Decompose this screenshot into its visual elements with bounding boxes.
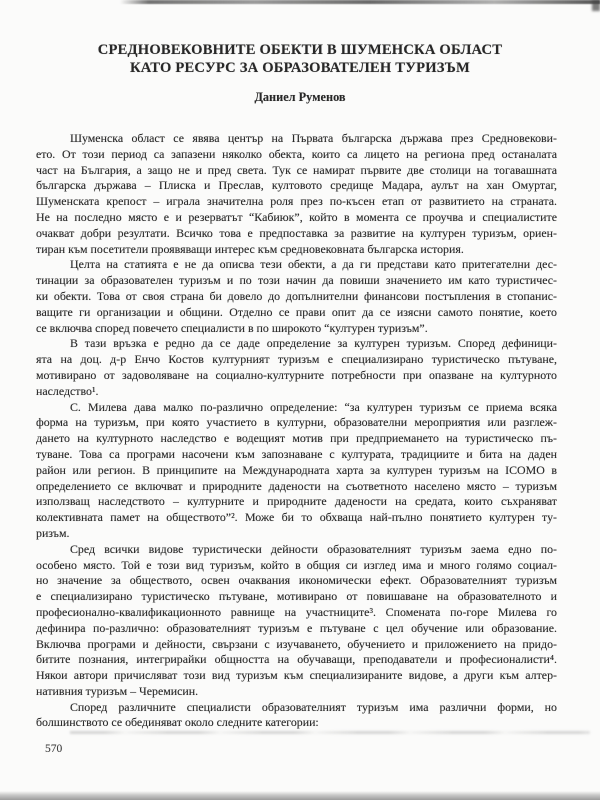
text-line: туване. Това са програми насочени към запознаване с културата, традициите и бита на даден xyxy=(36,446,557,461)
text-line: българска държава – Плиска и Преслав, култовото средище Мадара, аулът на хан Омуртаг, xyxy=(36,178,557,193)
text-line: Сред всички видове туристически дейности образователният туризъм заема едно по- xyxy=(70,541,557,556)
text-line: форма на туризъм, при която участието в културни, образователни мероприятия или разглеж- xyxy=(36,415,557,430)
text-line: Не на последно място е и резерватът “Кабиюк”, който в момента се проучва и специалистите xyxy=(36,209,557,224)
text-line: тиран към посетители проявяващи интерес към средновековната българска история. xyxy=(36,241,464,256)
text-line: наследство¹. xyxy=(36,383,99,398)
text-line: колективната памет на обществото”². Може би то обхваща най-пълно понятието културен ту- xyxy=(36,510,557,525)
text-line: Включва програми и дейности, свързани с изучаването, обучението и приложението на придо- xyxy=(36,636,557,651)
text-line: Целта на статията е не да описва тези обекти, а да ги представи като притегателни дес- xyxy=(70,257,557,272)
text-line: дефинира по-различно: образователният туризъм е пътуване с цел обучение или образование. xyxy=(36,620,557,635)
paragraph xyxy=(36,542,557,700)
text-line: Някои автори причисляват този вид туризъм към специализираните видове, а други към алтер- xyxy=(36,668,557,683)
paragraph xyxy=(36,131,557,257)
text-line: особено място. Той е този вид туризъм, който в общия си изглед има и много голямо социал- xyxy=(36,557,557,572)
text-line: ващите ги организации и общини. Отделно се прави опит да се изясни самото понятие, което xyxy=(36,304,557,319)
text-line: дането на културното наследство е водещият мотив при предприемането на туристическо пъ- xyxy=(36,431,557,446)
article-author: Даниел Руменов xyxy=(254,90,346,105)
text-line: ето. От този период са запазени няколко обекта, които са лицето на региона пред останалата xyxy=(36,146,557,161)
text-line: използващ наследството – културните и природните дадености на средата, които съхраняват xyxy=(36,494,557,509)
text-line: ки обекти. Това от своя страна би довело до допълнителни финансови постъпления в стопанис- xyxy=(36,288,557,303)
text-line: район или регион. В принципите на Международната харта за културен туризъм на ICOMO в xyxy=(36,462,557,477)
article-title-line-2: КАТО РЕСУРС ЗА ОБРАЗОВАТЕЛЕН ТУРИЗЪМ xyxy=(129,59,471,76)
text-line: определението се включват и природните дадености на съответното населено място – туризъм xyxy=(36,478,557,493)
article-title-line-1: СРЕДНОВЕКОВНИТЕ ОБЕКТИ В ШУМЕНСКА ОБЛАСТ xyxy=(97,42,503,58)
text-line: се включва според повечето специалисти в по широкото “културен туризъм”. xyxy=(36,320,428,335)
scan-artifact-bottom-band xyxy=(0,791,600,800)
text-line: професионално-квалификационното равнище на участниците³. Спомената по-горе Милева го xyxy=(36,604,557,619)
paragraph xyxy=(36,336,557,399)
paragraph xyxy=(36,400,557,542)
text-line: Шуменската крепост – играла значителна роля през по-късен етап от развитието на страната. xyxy=(36,194,557,209)
text-line: ризъм. xyxy=(36,525,70,540)
text-line: ята на доц. д-р Енчо Костов културният туризъм е специализирано туристическо пътуване, xyxy=(36,352,557,367)
scan-artifact-smudge xyxy=(70,731,590,734)
text-line: мотивирано от задоволяване на социално-културните потребности при опазване на културното xyxy=(36,367,557,382)
text-line: част на България, а защо не и пред света. Тук се намират първите две столици на тогавашната xyxy=(36,162,557,177)
text-line: но значение за обществото, освен очаквания икономически ефект. Образователният туризъм xyxy=(36,573,557,588)
page-number: 570 xyxy=(45,743,63,755)
paragraph xyxy=(36,700,557,732)
text-line: болшинството се обединяват около следните категории: xyxy=(36,715,319,730)
text-line: е специализирано туристическо пътуване, мотивирано от повишаване на образователното и xyxy=(36,589,557,604)
text-line: Според различните специалисти образователният туризъм има различни форми, но xyxy=(70,699,557,714)
text-line: Шуменска област се явява център на Първата българска държава през Средновекови- xyxy=(70,131,557,145)
text-line: В тази връзка е редно да се даде определение за културен туризъм. Според дефиници- xyxy=(70,336,557,351)
text-line: тинации за образователен туризъм и по този начин да повиши значението им като туристичес- xyxy=(36,273,557,288)
paragraph xyxy=(36,257,557,336)
body-paragraphs xyxy=(36,131,557,731)
text-line: нативния туризъм – Черемисин. xyxy=(36,683,199,698)
text-line: С. Милева дава малко по-различно определение: “за културен туризъм се приема всяка xyxy=(70,399,557,414)
text-line: очакват добри резултати. Всичко това е предпоставка за развитие на културен туризъм, ориен- xyxy=(36,225,557,240)
scan-artifact-top-line xyxy=(120,0,600,4)
scan-artifact-corner xyxy=(592,0,600,11)
text-line: битите познания, интегрирайки общността на обучаващи, преподаватели и професионалисти⁴. xyxy=(36,652,557,667)
article-header xyxy=(0,42,600,105)
